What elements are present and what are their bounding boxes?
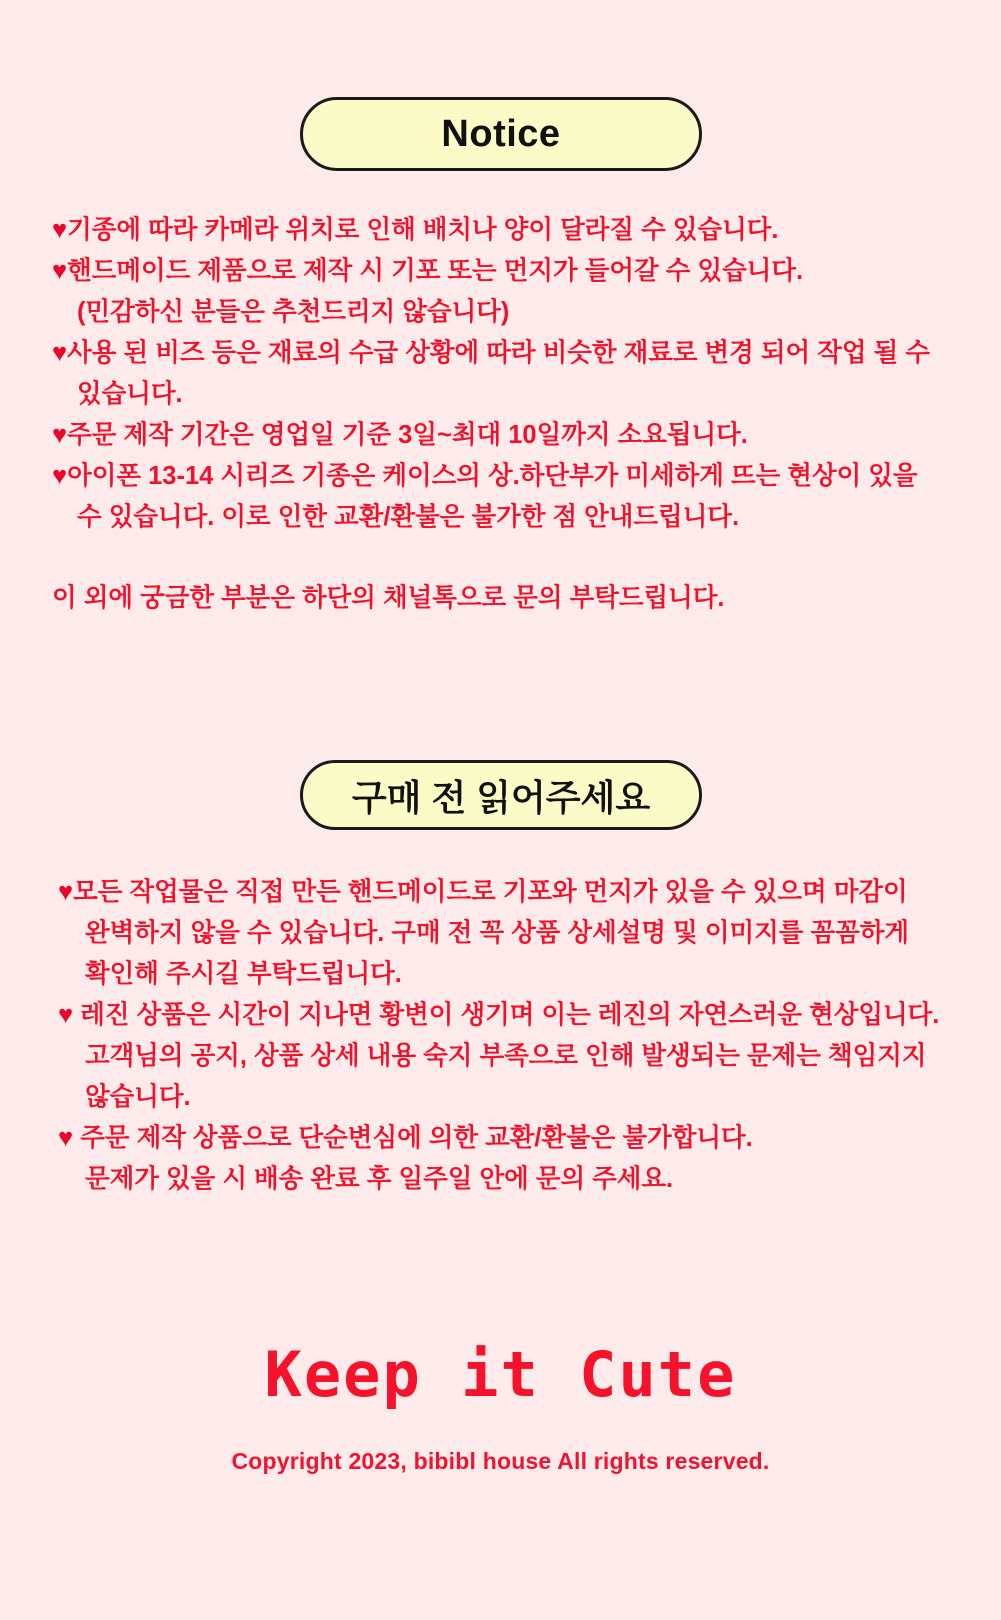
notice-line-text: 기종에 따라 카메라 위치로 인해 배치나 양이 달라질 수 있습니다.: [67, 216, 779, 244]
heart-icon: ♥: [52, 216, 68, 244]
heart-icon: ♥: [52, 339, 68, 367]
notice-line-text: 사용 된 비즈 등은 재료의 수급 상황에 따라 비슷한 재료로 변경 되어 작업 될 수: [67, 339, 930, 367]
notice-line: [52, 374, 952, 415]
read-before-line-text: 확인해 주시길 부탁드립니다.: [85, 960, 402, 988]
copyright-text: Copyright 2023, bibibl house All rights reserved.: [231, 1448, 770, 1474]
read-before-line: [58, 913, 948, 954]
heart-icon: ♥: [58, 1001, 74, 1029]
notice-closing-line: 이 외에 궁금한 부분은 하단의 채널톡으로 문의 부탁드립니다.: [52, 584, 725, 612]
read-before-line-text: 완벽하지 않을 수 있습니다. 구매 전 꼭 상품 상세설명 및 이미지를 꼼꼼하게: [85, 919, 910, 947]
notice-line: [52, 333, 952, 374]
notice-line-text: 아이폰 13-14 시리즈 기종은 케이스의 상.하단부가 미세하게 뜨는 현상이 있을: [67, 462, 918, 490]
read-before-text-block: [58, 872, 948, 1200]
read-before-heading-label: 구매 전 읽어주세요: [351, 776, 651, 818]
heart-icon: ♥: [52, 462, 68, 490]
read-before-line: [58, 1077, 948, 1118]
read-before-heading-pill: [300, 760, 702, 830]
read-before-line: [58, 995, 948, 1036]
notice-line-text: 있습니다.: [77, 380, 183, 408]
read-before-line-text: 않습니다.: [85, 1083, 191, 1111]
notice-line-text: 주문 제작 기간은 영업일 기준 3일~최대 10일까지 소요됩니다.: [67, 421, 748, 449]
notice-line-text: 핸드메이드 제품으로 제작 시 기포 또는 먼지가 들어갈 수 있습니다.: [67, 257, 804, 285]
heart-icon: ♥: [58, 878, 74, 906]
heart-icon: ♥: [58, 1124, 74, 1152]
notice-heading-pill: [300, 97, 702, 171]
read-before-line-text: 레진 상품은 시간이 지나면 황변이 생기며 이는 레진의 자연스러운 현상입니다.: [73, 1001, 940, 1029]
notice-line: [52, 415, 952, 456]
notice-line: [52, 497, 952, 538]
notice-line: [52, 251, 952, 292]
read-before-line: [58, 1159, 948, 1200]
notice-line-text: 수 있습니다. 이로 인한 교환/환불은 불가한 점 안내드립니다.: [77, 503, 740, 531]
read-before-line: [58, 1118, 948, 1159]
notice-heading-label: Notice: [441, 112, 561, 155]
read-before-line-text: 고객님의 공지, 상품 상세 내용 숙지 부족으로 인해 발생되는 문제는 책임지지: [85, 1042, 927, 1070]
read-before-line-text: 모든 작업물은 직접 만든 핸드메이드로 기포와 먼지가 있을 수 있으며 마감이: [73, 878, 908, 906]
notice-line: [52, 456, 952, 497]
read-before-line: [58, 872, 948, 913]
notice-line: [52, 210, 952, 251]
brand-wordmark: Keep it Cute: [264, 1338, 737, 1411]
notice-text-block: [52, 210, 952, 619]
read-before-line-text: 문제가 있을 시 배송 완료 후 일주일 안에 문의 주세요.: [85, 1165, 674, 1193]
notice-line: [52, 292, 952, 333]
heart-icon: ♥: [52, 421, 68, 449]
read-before-line-text: 주문 제작 상품으로 단순변심에 의한 교환/환불은 불가합니다.: [73, 1124, 753, 1152]
notice-line-text: (민감하신 분들은 추천드리지 않습니다): [77, 298, 510, 326]
read-before-line: [58, 954, 948, 995]
read-before-line: [58, 1036, 948, 1077]
heart-icon: ♥: [52, 257, 68, 285]
